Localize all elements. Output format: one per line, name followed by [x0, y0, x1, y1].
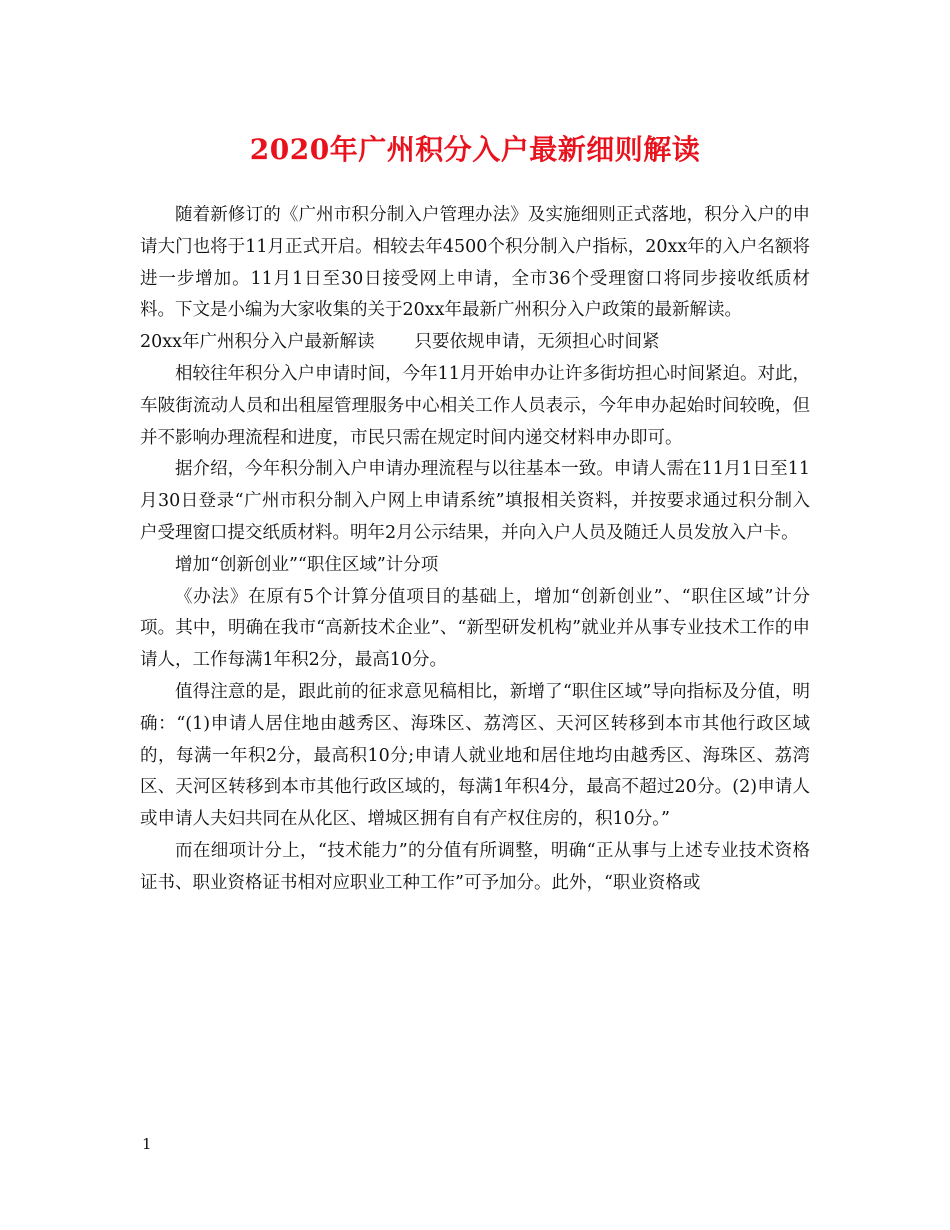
section-heading: 增加“创新创业”“职住区域”计分项 [175, 554, 439, 575]
page-number: 1 [142, 1135, 152, 1153]
subheading-line [140, 327, 810, 359]
subheading-left: 20xx年广州积分入户最新解读 [140, 332, 375, 353]
paragraph-2: 据介绍，今年积分制入户申请办理流程与以往基本一致。申请人需在11月1日至11月30日登录“广州市积分制入户网上申请系统”填报相关资料，并按要求通过积分制入户受理窗口提交纸质材料。明年2月公示结果，并向入户人员及随迁人员发放入户卡。 [140, 459, 810, 543]
paragraph-3: 《办法》在原有5个计算分值项目的基础上，增加“创新创业”、“职住区域”计分项。其中，明确在我市“高新技术企业”、“新型研发机构”就业并从事专业技术工作的申请人，工作每满1年积2分，最高10分。 [140, 586, 810, 671]
document-title: 2020年广州积分入户最新细则解读 [249, 133, 701, 166]
subheading-right: 只要依规申请，无须担心时间紧 [414, 332, 660, 353]
intro-paragraph: 随着新修订的《广州市积分制入户管理办法》及实施细则正式落地，积分入户的申请大门也将于11月正式开启。相较去年4500个积分制入户指标，20xx年的入户名额将进一步增加。11月1日至30日接受网上申请，全市36个受理窗口将同步接收纸质材料。下文是小编为大家收集的关于20xx年最新广州积分入户政策的最新解读。 [140, 205, 810, 321]
paragraph-1: 相较往年积分入户申请时间，今年11月开始申办让许多街坊担心时间紧迫。对此，车陂街流动人员和出租屋管理服务中心相关工作人员表示，今年申办起始时间较晚，但并不影响办理流程和进度，市民只需在规定时间内递交材料申办即可。 [140, 363, 810, 448]
paragraph-5: 而在细项计分上，“技术能力”的分值有所调整，明确“正从事与上述专业技术资格证书、职业资格证书相对应职业工种工作”可予加分。此外，“职业资格或 [140, 840, 810, 893]
document-body [140, 200, 810, 900]
paragraph-4: 值得注意的是，跟此前的征求意见稿相比，新增了“职住区域”导向指标及分值，明确：“(1)申请人居住地由越秀区、海珠区、荔湾区、天河区转移到本市其他行政区域的，每满一年积2分，最高积10分;申请人就业地和居住地均由越秀区、海珠区、荔湾区、天河区转移到本市其他行政区域的，每满1年积4分，最高不超过20分。(2)申请人或申请人夫妇共同在从化区、增城区拥有自有产权住房的，积10分。” [140, 681, 810, 830]
